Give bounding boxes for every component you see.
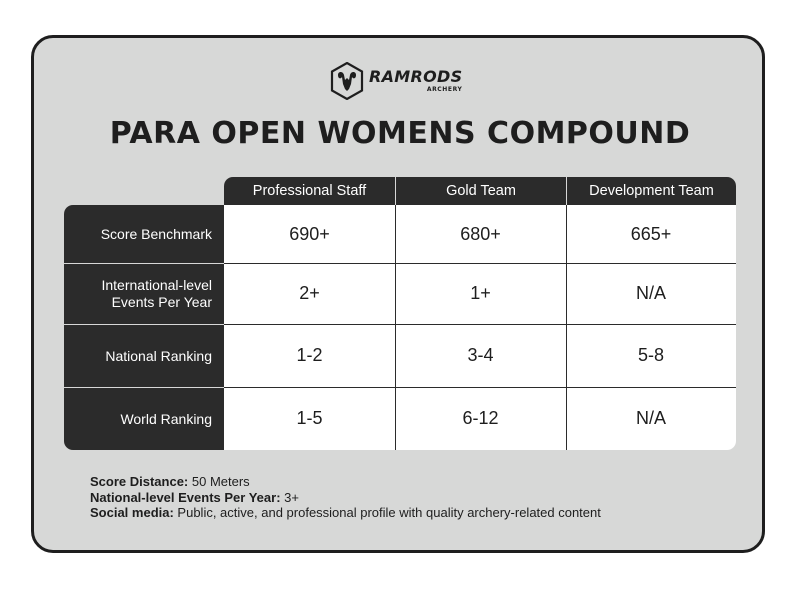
- note-text: 3+: [280, 489, 299, 505]
- note-score-distance: [90, 474, 601, 490]
- table-body: [224, 205, 736, 450]
- table-cell: 665+: [630, 223, 672, 244]
- table-cell: N/A: [635, 283, 666, 303]
- table-cell: 1-5: [296, 408, 323, 428]
- row-header-national-ranking: National Ranking: [64, 324, 224, 387]
- brand-subtitle: ARCHERY: [426, 86, 463, 93]
- row-header-score-benchmark: Score Benchmark: [64, 205, 224, 263]
- note-text: 50 Meters: [188, 474, 250, 489]
- column-header-professional-staff: Professional Staff: [224, 177, 395, 205]
- row-header-world-ranking: World Ranking: [64, 387, 224, 450]
- brand-name: RAMRODS: [369, 67, 463, 86]
- note-label: Social media:: [90, 505, 174, 520]
- row-header-international-events: International-level Events Per Year: [64, 263, 224, 324]
- column-header-gold-team: Gold Team: [395, 177, 566, 205]
- table-cell: 1-2: [296, 345, 323, 365]
- page-title: PARA OPEN WOMENS COMPOUND: [109, 116, 691, 151]
- table-cell: 6-12: [462, 408, 499, 428]
- note-label: Score Distance:: [90, 474, 189, 489]
- ram-head-icon: [330, 62, 364, 100]
- table-cell: 3-4: [467, 345, 494, 365]
- column-header-development-team: Development Team: [566, 177, 736, 205]
- table-cell: N/A: [635, 408, 666, 428]
- table-cell: 1+: [470, 283, 491, 303]
- note-social-media: [90, 505, 601, 521]
- note-label: National-level Events Per Year:: [90, 489, 281, 505]
- table-cell: 680+: [460, 223, 501, 244]
- table-cell: 2+: [299, 283, 320, 303]
- note-national-events: [90, 490, 601, 506]
- note-text: Public, active, and professional profile with quality archery-related content: [173, 505, 601, 520]
- table-cell: 690+: [289, 223, 330, 244]
- table-cell: 5-8: [637, 345, 664, 365]
- requirements-notes: [90, 474, 601, 521]
- requirements-table: [64, 177, 736, 450]
- brand-logo: [330, 62, 462, 100]
